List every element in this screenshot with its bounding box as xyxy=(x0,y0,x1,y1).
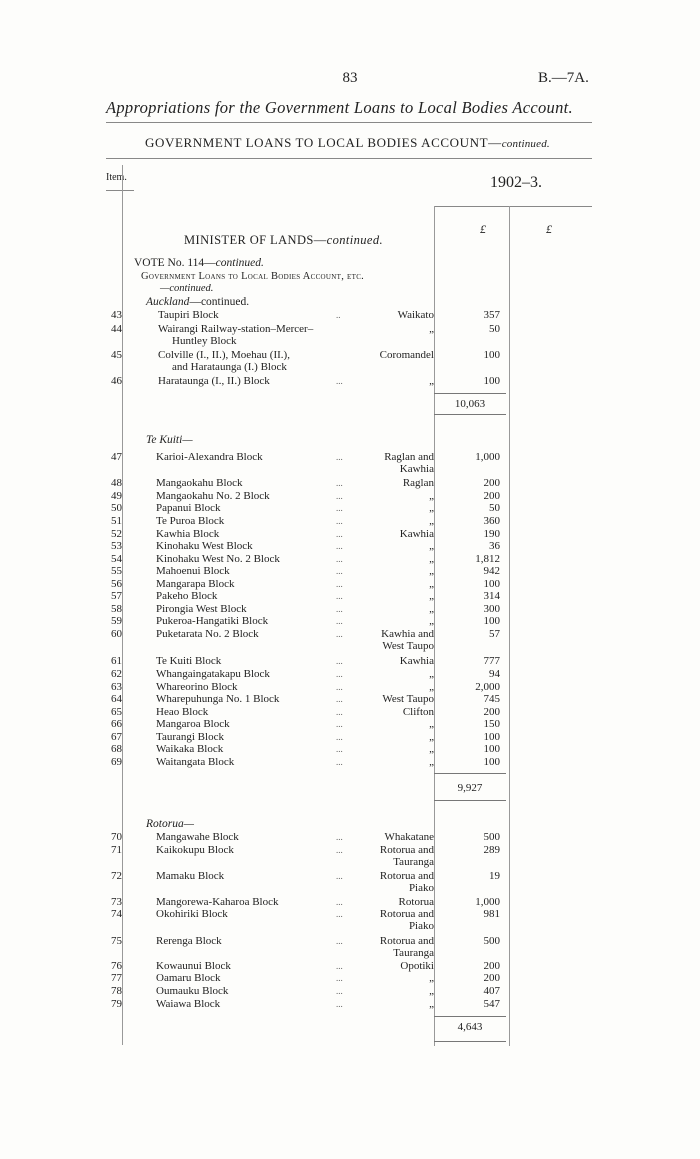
item-amount: 100 xyxy=(483,375,500,387)
item-amount: 94 xyxy=(489,668,500,680)
account-heading: Government Loans to Local Bodies Account, etc. xyxy=(141,271,365,282)
total-rule-te-kuiti xyxy=(434,773,506,774)
item-number: 78 xyxy=(111,985,122,997)
table-row xyxy=(0,323,700,347)
item-district-continued: West Taupo xyxy=(382,640,434,652)
total-auckland: 10,063 xyxy=(454,398,486,410)
item-district: Kawhia and xyxy=(381,628,434,640)
item-name: Kowaunui Block xyxy=(156,960,231,972)
page-title: Appropriations for the Government Loans to Local Bodies Account. xyxy=(106,98,573,117)
item-amount: 100 xyxy=(483,578,500,590)
table-row xyxy=(0,998,700,1011)
leader-dots: ... xyxy=(336,554,343,564)
item-number: 64 xyxy=(111,693,122,705)
item-district: „ xyxy=(429,681,434,693)
item-amount: 357 xyxy=(483,309,500,321)
item-district: „ xyxy=(429,565,434,577)
table-row xyxy=(0,655,700,668)
item-district: Raglan and xyxy=(384,451,434,463)
item-district: „ xyxy=(429,323,434,335)
item-district: Rotorua and xyxy=(379,844,434,856)
item-amount: 200 xyxy=(483,972,500,984)
account-heading-cont: —continued. xyxy=(160,283,214,294)
leader-dots: ... xyxy=(336,376,343,386)
account-subtitle-main: GOVERNMENT LOANS TO LOCAL BODIES ACCOUNT— xyxy=(145,135,502,150)
leader-dots: ... xyxy=(336,694,343,704)
item-district-continued: Piako xyxy=(408,882,434,894)
item-district: „ xyxy=(429,972,434,984)
item-district: Coromandel xyxy=(379,349,434,361)
item-name: Wairangi Railway-station–Mercer– xyxy=(158,323,314,335)
item-district: Kawhia xyxy=(399,528,434,540)
item-district: Rotorua and xyxy=(379,908,434,920)
leader-dots: ... xyxy=(336,579,343,589)
total-te-kuiti: 9,927 xyxy=(457,782,483,794)
item-district: Rotorua xyxy=(398,896,434,908)
leader-dots: ... xyxy=(336,986,343,996)
item-number: 74 xyxy=(111,908,122,920)
leader-dots: ... xyxy=(336,541,343,551)
item-district-continued: Tauranga xyxy=(393,947,434,959)
leader-dots: ... xyxy=(336,832,343,842)
currency-symbol-2: £ xyxy=(546,222,552,236)
item-amount: 500 xyxy=(483,935,500,947)
item-amount: 314 xyxy=(483,590,500,602)
item-amount: 942 xyxy=(483,565,500,577)
item-amount: 407 xyxy=(483,985,500,997)
document-reference: B.—7A. xyxy=(538,70,589,86)
table-row xyxy=(0,502,700,515)
item-name: Taupiri Block xyxy=(158,309,219,321)
item-district: „ xyxy=(429,502,434,514)
item-district: „ xyxy=(429,590,434,602)
table-row xyxy=(0,590,700,603)
item-number: 55 xyxy=(111,565,122,577)
table-row xyxy=(0,540,700,553)
leader-dots: ... xyxy=(336,478,343,488)
item-name: Rerenga Block xyxy=(156,935,222,947)
table-row xyxy=(0,668,700,681)
item-district: „ xyxy=(429,998,434,1010)
item-amount: 547 xyxy=(483,998,500,1010)
item-district: „ xyxy=(429,985,434,997)
item-number: 50 xyxy=(111,502,122,514)
item-district: „ xyxy=(429,553,434,565)
section-auckland xyxy=(146,296,249,308)
vote-heading-cont: continued. xyxy=(215,257,264,269)
item-name: Pukeroa-Hangatiki Block xyxy=(156,615,269,627)
item-name: Mangarapa Block xyxy=(156,578,235,590)
item-name: Mangaroa Block xyxy=(156,718,230,730)
leader-dots: ... xyxy=(336,604,343,614)
leader-dots: ... xyxy=(336,503,343,513)
item-district: West Taupo xyxy=(382,693,434,705)
item-number: 67 xyxy=(111,731,122,743)
item-district: Clifton xyxy=(402,706,434,718)
item-amount: 1,000 xyxy=(475,451,500,463)
table-row xyxy=(0,309,700,322)
item-number: 49 xyxy=(111,490,122,502)
leader-dots: ... xyxy=(336,845,343,855)
item-name: Mangaokahu No. 2 Block xyxy=(156,490,270,502)
leader-dots: ... xyxy=(336,656,343,666)
leader-dots: ... xyxy=(336,897,343,907)
table-row xyxy=(0,565,700,578)
table-row xyxy=(0,908,700,932)
item-district: „ xyxy=(429,756,434,768)
table-row xyxy=(0,515,700,528)
item-name: Heao Block xyxy=(156,706,209,718)
item-name: Puketarata No. 2 Block xyxy=(156,628,259,640)
currency-symbol-1: £ xyxy=(480,222,486,236)
table-row xyxy=(0,615,700,628)
item-name: Te Puroa Block xyxy=(156,515,225,527)
item-name: Karioi-Alexandra Block xyxy=(156,451,263,463)
item-district: Whakatane xyxy=(384,831,434,843)
minister-heading xyxy=(184,233,383,248)
leader-dots: ... xyxy=(336,757,343,767)
table-row xyxy=(0,693,700,706)
total-rule-te-kuiti-bottom xyxy=(434,800,506,801)
item-name: Mamaku Block xyxy=(156,870,225,882)
item-amount: 200 xyxy=(483,706,500,718)
item-amount: 1,000 xyxy=(475,896,500,908)
item-amount: 745 xyxy=(483,693,500,705)
item-name: Papanui Block xyxy=(156,502,221,514)
item-number: 53 xyxy=(111,540,122,552)
item-number: 57 xyxy=(111,590,122,602)
leader-dots: ... xyxy=(336,591,343,601)
item-number: 70 xyxy=(111,831,122,843)
title-rule xyxy=(106,122,592,123)
item-name: Te Kuiti Block xyxy=(156,655,222,667)
total-rotorua: 4,643 xyxy=(457,1021,483,1033)
table-row xyxy=(0,831,700,844)
item-amount: 981 xyxy=(483,908,500,920)
leader-dots: ... xyxy=(336,732,343,742)
item-number: 48 xyxy=(111,477,122,489)
leader-dots: ... xyxy=(336,629,343,639)
item-name: Oumauku Block xyxy=(156,985,229,997)
leader-dots: .. xyxy=(336,310,341,320)
item-amount: 777 xyxy=(483,655,500,667)
table-row xyxy=(0,972,700,985)
item-name: Whangaingatakapu Block xyxy=(156,668,270,680)
item-amount: 360 xyxy=(483,515,500,527)
header-rule xyxy=(106,158,592,159)
table-row xyxy=(0,349,700,373)
item-district: „ xyxy=(429,603,434,615)
total-rule-rotorua xyxy=(434,1016,506,1017)
leader-dots: ... xyxy=(336,961,343,971)
item-name: Mahoenui Block xyxy=(156,565,230,577)
minister-heading-main: MINISTER OF LANDS— xyxy=(184,233,327,247)
item-column-header: Item. xyxy=(106,172,127,183)
page-number: 83 xyxy=(342,70,358,86)
section-auckland-name: Auckland xyxy=(146,296,190,308)
item-name: Pakeho Block xyxy=(156,590,218,602)
item-name: Mangorewa-Kaharoa Block xyxy=(156,896,279,908)
item-district: „ xyxy=(429,743,434,755)
item-number: 79 xyxy=(111,998,122,1010)
item-district: „ xyxy=(429,731,434,743)
leader-dots: ... xyxy=(336,707,343,717)
item-number: 54 xyxy=(111,553,122,565)
item-name: Mangaokahu Block xyxy=(156,477,243,489)
leader-dots: ... xyxy=(336,452,343,462)
item-district: „ xyxy=(429,578,434,590)
item-amount: 2,000 xyxy=(475,681,500,693)
leader-dots: ... xyxy=(336,973,343,983)
item-name: Kinohaku West No. 2 Block xyxy=(156,553,280,565)
year-column-header: 1902–3. xyxy=(490,174,542,191)
table-row xyxy=(0,935,700,959)
item-district: Rotorua and xyxy=(379,870,434,882)
item-district: „ xyxy=(429,375,434,387)
total-rule-auckland xyxy=(434,393,506,394)
item-number: 62 xyxy=(111,668,122,680)
table-row xyxy=(0,477,700,490)
item-number: 46 xyxy=(111,375,122,387)
vote-heading xyxy=(134,257,264,269)
item-number: 73 xyxy=(111,896,122,908)
item-number: 61 xyxy=(111,655,122,667)
item-number: 71 xyxy=(111,844,122,856)
table-row xyxy=(0,870,700,894)
item-district-continued: Piako xyxy=(408,920,434,932)
leader-dots: ... xyxy=(336,719,343,729)
item-number: 45 xyxy=(111,349,122,361)
item-number: 72 xyxy=(111,870,122,882)
item-number: 76 xyxy=(111,960,122,972)
item-number: 68 xyxy=(111,743,122,755)
item-amount: 200 xyxy=(483,960,500,972)
item-amount: 500 xyxy=(483,831,500,843)
item-amount: 200 xyxy=(483,477,500,489)
item-amount: 200 xyxy=(483,490,500,502)
item-name: Whareorino Block xyxy=(156,681,238,693)
account-subtitle-cont: continued. xyxy=(501,138,550,150)
leader-dots: ... xyxy=(336,516,343,526)
item-district: Waikato xyxy=(397,309,434,321)
item-district: Opotiki xyxy=(400,960,434,972)
table-row xyxy=(0,718,700,731)
item-amount: 190 xyxy=(483,528,500,540)
item-district: Kawhia xyxy=(399,655,434,667)
leader-dots: ... xyxy=(336,744,343,754)
section-te-kuiti: Te Kuiti— xyxy=(146,434,193,446)
item-number: 75 xyxy=(111,935,122,947)
item-name: Waitangata Block xyxy=(156,756,235,768)
item-number: 47 xyxy=(111,451,122,463)
table-row xyxy=(0,451,700,475)
item-district: „ xyxy=(429,668,434,680)
item-district: „ xyxy=(429,490,434,502)
table-row xyxy=(0,375,700,388)
item-name: Oamaru Block xyxy=(156,972,221,984)
leader-dots: ... xyxy=(336,871,343,881)
item-name: Mangawahe Block xyxy=(156,831,239,843)
item-name: Taurangi Block xyxy=(156,731,224,743)
item-name: Waiawa Block xyxy=(156,998,221,1010)
item-district-continued: Tauranga xyxy=(393,856,434,868)
item-number: 66 xyxy=(111,718,122,730)
item-number: 56 xyxy=(111,578,122,590)
section-rotorua: Rotorua— xyxy=(146,818,194,830)
item-number: 60 xyxy=(111,628,122,640)
leader-dots: ... xyxy=(336,491,343,501)
item-name: Harataunga (I., II.) Block xyxy=(158,375,270,387)
item-name: Colville (I., II.), Moehau (II.), xyxy=(158,349,290,361)
item-amount: 57 xyxy=(489,628,500,640)
table-row xyxy=(0,844,700,868)
item-number: 44 xyxy=(111,323,122,335)
item-name: Okohiriki Block xyxy=(156,908,228,920)
leader-dots: ... xyxy=(336,669,343,679)
table-row xyxy=(0,743,700,756)
leader-dots: ... xyxy=(336,682,343,692)
item-amount: 50 xyxy=(489,502,500,514)
table-row xyxy=(0,985,700,998)
item-name-continued: Huntley Block xyxy=(172,335,237,347)
item-amount: 100 xyxy=(483,731,500,743)
item-number: 65 xyxy=(111,706,122,718)
item-amount: 100 xyxy=(483,743,500,755)
item-amount: 289 xyxy=(483,844,500,856)
leader-dots: ... xyxy=(336,936,343,946)
item-amount: 1,812 xyxy=(475,553,500,565)
item-amount: 100 xyxy=(483,349,500,361)
table-row xyxy=(0,628,700,652)
item-header-rule xyxy=(106,190,134,191)
minister-heading-cont: continued. xyxy=(326,233,384,247)
item-amount: 100 xyxy=(483,756,500,768)
total-rule-auckland-bottom xyxy=(434,414,506,415)
item-amount: 19 xyxy=(489,870,500,882)
item-district: „ xyxy=(429,540,434,552)
item-amount: 100 xyxy=(483,615,500,627)
item-amount: 300 xyxy=(483,603,500,615)
item-name: Pirongia West Block xyxy=(156,603,247,615)
item-district-continued: Kawhia xyxy=(399,463,434,475)
item-amount: 50 xyxy=(489,323,500,335)
item-district: „ xyxy=(429,515,434,527)
item-name: Kinohaku West Block xyxy=(156,540,253,552)
leader-dots: ... xyxy=(336,529,343,539)
section-auckland-suffix: —continued. xyxy=(189,296,250,308)
item-amount: 150 xyxy=(483,718,500,730)
leader-dots: ... xyxy=(336,566,343,576)
item-number: 63 xyxy=(111,681,122,693)
leader-dots: ... xyxy=(336,909,343,919)
table-row xyxy=(0,756,700,769)
item-district: „ xyxy=(429,615,434,627)
item-name: Kawhia Block xyxy=(156,528,220,540)
item-district: Rotorua and xyxy=(379,935,434,947)
item-name: Kaikokupu Block xyxy=(156,844,234,856)
item-number: 52 xyxy=(111,528,122,540)
item-number: 58 xyxy=(111,603,122,615)
item-district: Raglan xyxy=(402,477,434,489)
leader-dots: ... xyxy=(336,999,343,1009)
year-header-rule xyxy=(434,206,592,207)
item-number: 59 xyxy=(111,615,122,627)
item-name: Wharepuhunga No. 1 Block xyxy=(156,693,280,705)
item-number: 43 xyxy=(111,309,122,321)
item-number: 77 xyxy=(111,972,122,984)
item-name-continued: and Harataunga (I.) Block xyxy=(172,361,287,373)
total-rule-rotorua-bottom xyxy=(434,1041,506,1042)
item-number: 51 xyxy=(111,515,122,527)
leader-dots: ... xyxy=(336,616,343,626)
item-amount: 36 xyxy=(489,540,500,552)
item-name: Waikaka Block xyxy=(156,743,224,755)
item-number: 69 xyxy=(111,756,122,768)
vote-heading-main: VOTE No. 114— xyxy=(134,257,216,269)
item-district: „ xyxy=(429,718,434,730)
account-subtitle xyxy=(145,135,550,151)
